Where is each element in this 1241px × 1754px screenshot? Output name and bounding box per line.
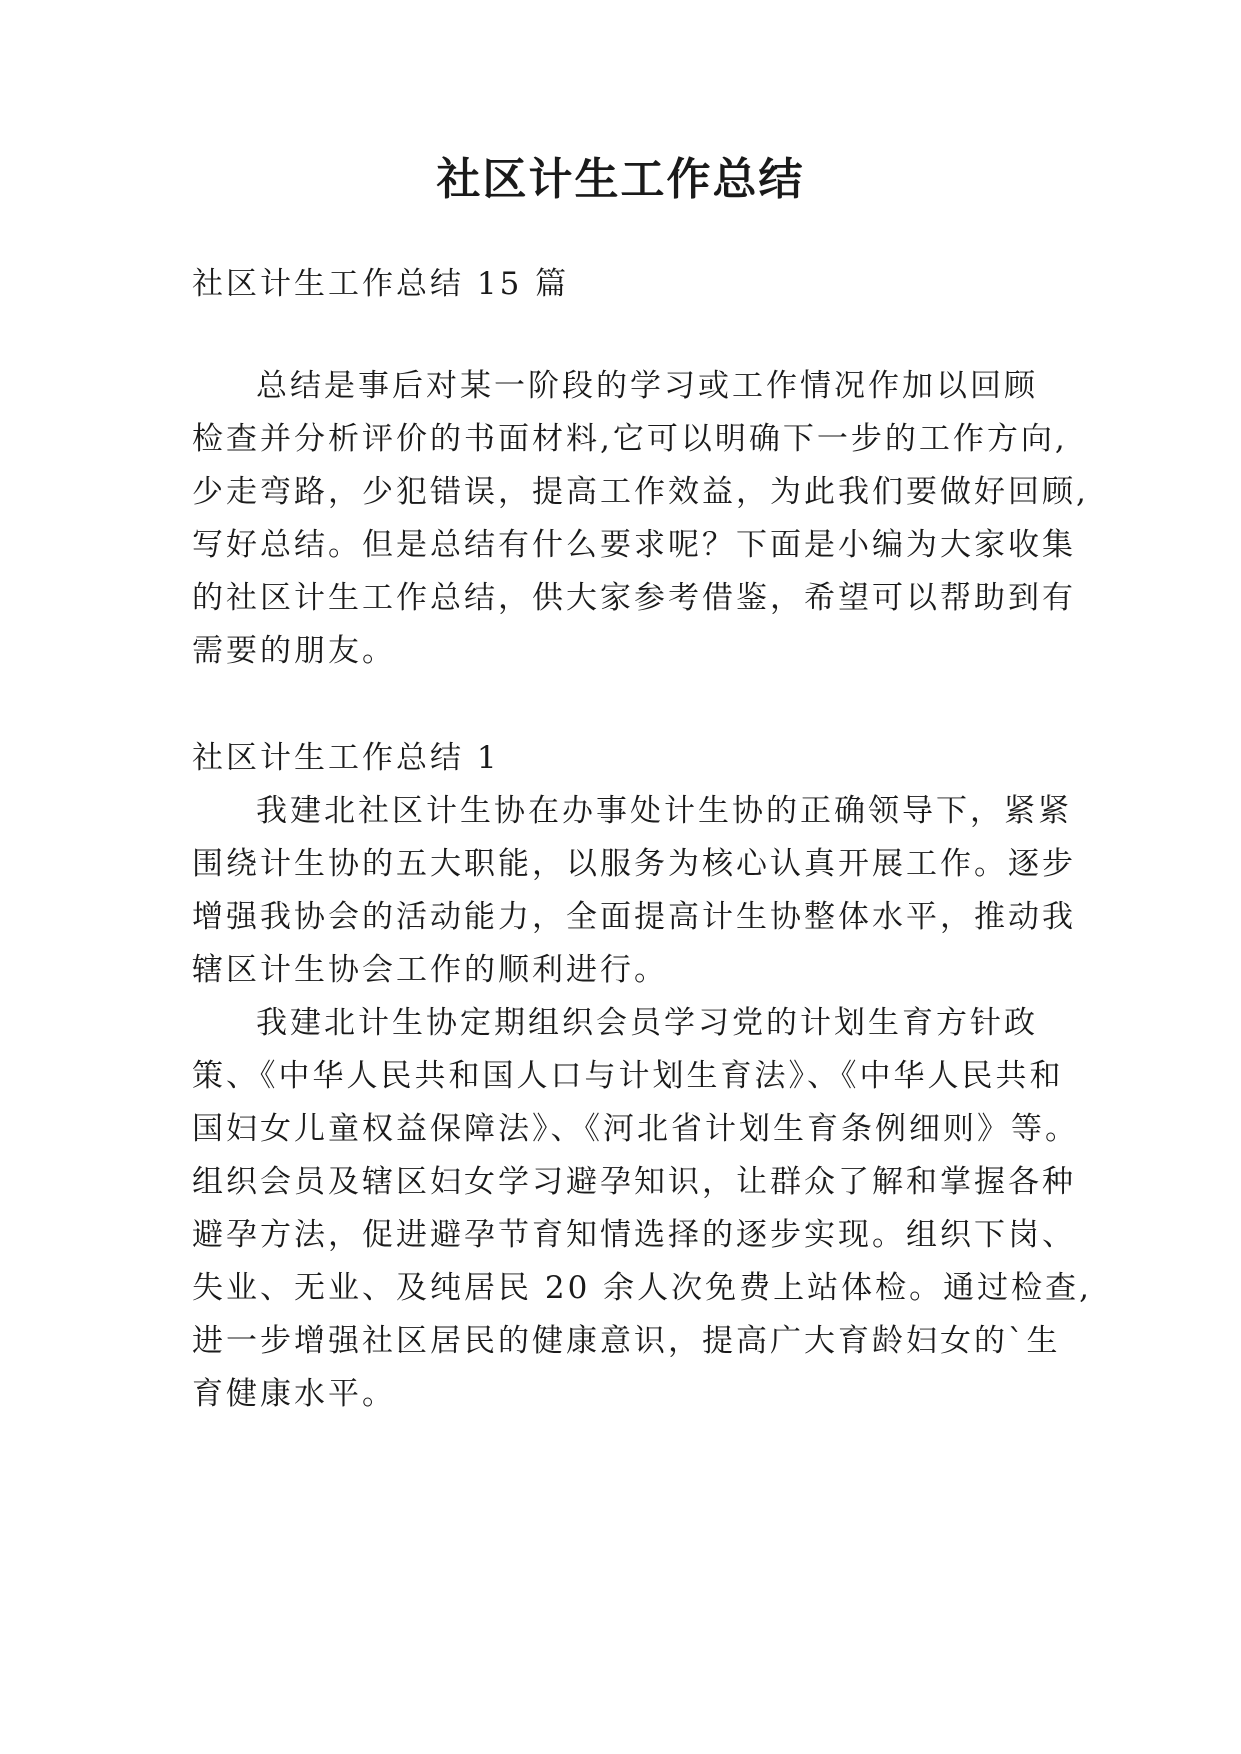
intro-line: 的社区计生工作总结，供大家参考借鉴，希望可以帮助到有 — [192, 580, 1076, 616]
paragraph-line: 策、《中华人民共和国人口与计划生育法》、《中华人民共和 — [192, 1058, 1064, 1094]
paragraph-line: 失业、无业、及纯居民 20 余人次免费上站体检。通过检查, — [192, 1270, 1093, 1306]
intro-line: 少走弯路，少犯错误，提高工作效益，为此我们要做好回顾, — [192, 474, 1089, 510]
intro-line: 写好总结。但是总结有什么要求呢？下面是小编为大家收集 — [192, 527, 1076, 563]
paragraph-line: 国妇女儿童权益保障法》、《河北省计划生育条例细则》等。 — [192, 1111, 1079, 1147]
document-subtitle: 社区计生工作总结 15 篇 — [192, 266, 570, 302]
paragraph-line: 围绕计生协的五大职能，以服务为核心认真开展工作。逐步 — [192, 846, 1076, 882]
paragraph-line: 辖区计生协会工作的顺利进行。 — [192, 952, 668, 988]
paragraph-line: 避孕方法，促进避孕节育知情选择的逐步实现。组织下岗、 — [192, 1217, 1076, 1253]
paragraph-line: 进一步增强社区居民的健康意识，提高广大育龄妇女的`生 — [192, 1323, 1061, 1359]
intro-line: 需要的朋友。 — [192, 633, 396, 669]
document-title: 社区计生工作总结 — [436, 154, 805, 205]
paragraph-line: 组织会员及辖区妇女学习避孕知识，让群众了解和掌握各种 — [192, 1164, 1076, 1200]
paragraph-line: 我建北计生协定期组织会员学习党的计划生育方针政 — [256, 1005, 1038, 1041]
paragraph-line: 增强我协会的活动能力，全面提高计生协整体水平，推动我 — [192, 899, 1076, 935]
paragraph-line: 育健康水平。 — [192, 1376, 396, 1412]
intro-line: 检查并分析评价的书面材料,它可以明确下一步的工作方向, — [192, 421, 1068, 457]
paragraph-line: 我建北社区计生协在办事处计生协的正确领导下，紧紧 — [256, 793, 1072, 829]
section-heading: 社区计生工作总结 1 — [192, 740, 500, 776]
intro-line: 总结是事后对某一阶段的学习或工作情况作加以回顾 — [256, 368, 1038, 404]
